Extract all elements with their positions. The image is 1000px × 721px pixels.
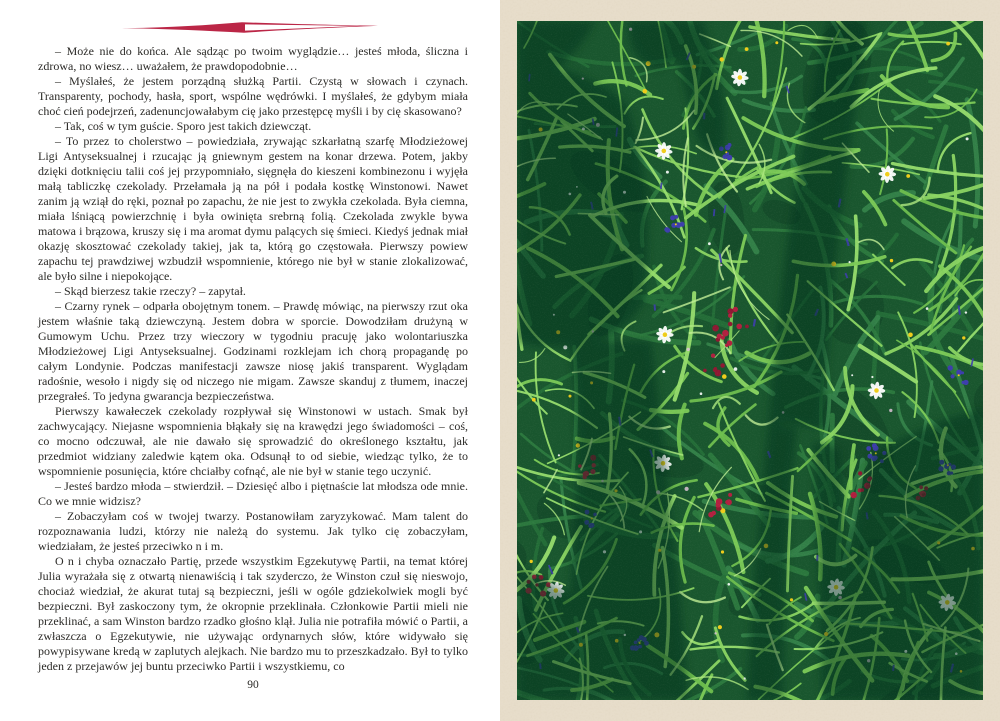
chapter-ornament-icon — [122, 19, 378, 35]
meadow-shadow-illustration — [517, 21, 983, 700]
right-page — [500, 0, 1000, 721]
paragraph: – Myślałeś, że jestem porządną służką Partii. Czystą w słowach i czynach. Transparenty, pochody, hasła, sport, wspólne wędrówki. I myślałeś, że gdybym miała choć cień podejrzeń, zadenuncjowałabym cię jako przestępcę myśli i by cię skasowano? — [38, 74, 468, 118]
paragraph: – Jesteś bardzo młoda – stwierdził. – Dziesięć albo i piętnaście lat młodsza ode mnie. Co we mnie widzisz? — [38, 479, 468, 508]
paragraph: – Zobaczyłam coś w twojej twarzy. Postanowiłam zaryzykować. Mam talent do rozpoznawania ludzi, którzy nie należą do systemu. Jak tylko cię zobaczyłam, wiedziałam, że jesteś przeciwko n i m. — [38, 509, 468, 553]
paragraph: – Czarny rynek – odparła obojętnym tonem. – Prawdę mówiąc, na pierwszy rzut oka jestem właśnie taką dziewczyną. Jestem dobra w sporcie. Dowodziłam drużyną w Gumowym Uchu. Przez trzy wieczory w tygodniu pracuję jako wolontariuszka Młodzieżowej Ligi Antyseksualnej. Godzinami rozklejam ich chorą propagandę po całym Londynie. Podczas manifestacji zawsze niosę jakiś transparent. Wyglądam radośnie, wesoło i nigdy się od niczego nie migam. Zawsze skanduj z tłumem, inaczej przegrałeś. To jedyna gwarancja bezpieczeństwa. — [38, 299, 468, 403]
page-text — [38, 44, 468, 674]
paragraph: – Skąd bierzesz takie rzeczy? – zapytał. — [55, 284, 246, 298]
paragraph: – To przez to cholerstwo – powiedziała, zrywając szkarłatną szarfę Młodzieżowej Ligi Antyseksualnej i rzucając ją gniewnym gestem na konar drzewa. Potem, jakby dzięki dotknięciu talii coś jej przypomniało, sięgnęła do kieszeni kombinezonu i wyjęła małą tabliczkę czekolady. Przełamała ją na pół i podała kostkę Winstonowi. Nawet zanim ją wziął do ręki, poznał po zapachu, że nie jest to zwykła czekolada. Była ciemna, miała lśniącą powierzchnię i była owinięta srebrną folią. Czekolada zwykle bywa matowa i brązowa, kruszy się i ma aromat dymu palących się śmieci. Kiedyś jednak miał okazję skosztować czekolady takiej, jak ta, którą go częstowała. Pierwszy powiew zapachu tej prawdziwej wzbudził wspomnienie, którego nie był w stanie zlokalizować, ale było silne i niepokojące. — [38, 134, 468, 283]
paragraph: O n i chyba oznaczało Partię, przede wszystkim Egzekutywę Partii, na temat której Julia wyrażała się z otwartą nienawiścią i tak szyderczo, że Winston czuł się nieswojo, chociaż wiedział, że akurat tutaj są bezpieczni, jeśli w ogóle gdziekolwiek mogli być bezpieczni. Był zaskoczony tym, że okropnie przeklinała. Członkowie Partii mieli nie przeklinać, a sam Winston bardzo rzadko głośno klął. Julia nie potrafiła mówić o Partii, a zwłaszcza o Egzekutywie, nie używając ordynarnych słów, które widywało się powypisywane kredą w zaplutych alejkach. Nie bardzo mu to przeszkadzało. Był to tylko jeden z przejawów jej buntu przeciwko Partii i wszystkiemu, co — [38, 554, 468, 673]
paragraph: Pierwszy kawałeczek czekolady rozpływał się Winstonowi w ustach. Smak był zachwycający. Niejasne wspomnienia błąkały się na krawędzi jego świadomości – coś, co mocno odczuwał, ale nie dawało się sprowadzić do określonego kształtu, jak przedmiot widziany zaledwie kątem oka. Odsunął to od siebie, wiedząc tylko, że to wspomnienie posunięcia, które chciałby cofnąć, ale nie był w stanie tego uczynić. — [38, 404, 468, 478]
paragraph: – Tak, coś w tym guście. Sporo jest takich dziewcząt. — [55, 119, 312, 133]
paragraph: – Może nie do końca. Ale sądząc po twoim wyglądzie… jesteś młoda, śliczna i zdrowa, no wiesz… uważałem, że prawdopodobnie… — [38, 44, 468, 73]
page-number: 90 — [247, 679, 259, 691]
